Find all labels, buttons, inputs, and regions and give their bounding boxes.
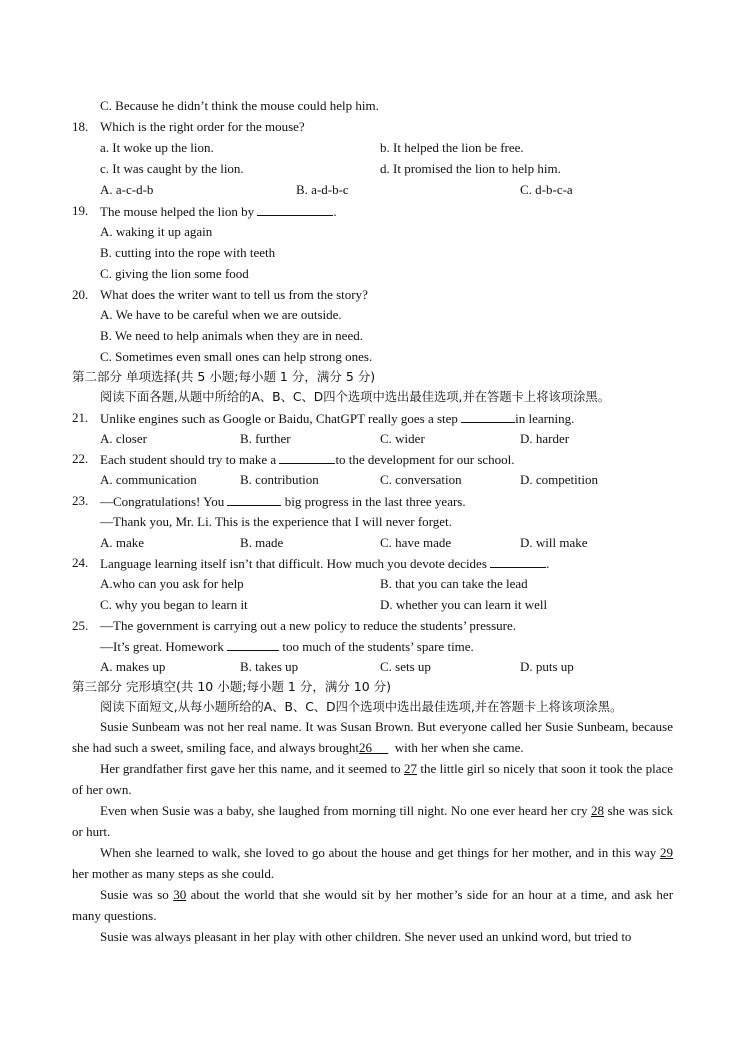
q20-number: 20. [72, 287, 89, 302]
q18-number: 18. [72, 119, 89, 134]
q25-option-b: B. takes up [240, 659, 299, 674]
passage-paragraph-2 [72, 758, 673, 800]
q22-option-d: D. competition [520, 472, 598, 487]
q19-answer-blank [257, 203, 333, 216]
q23-option-d: D. will make [520, 535, 588, 550]
passage-paragraph-1 [72, 716, 673, 758]
q18-item-d: d. It promised the lion to help him. [380, 161, 561, 176]
cloze-blank-29: 29 [660, 845, 674, 860]
q25-line2-start: —It’s great. Homework [100, 639, 224, 654]
passage-p5-start: Susie was so [100, 887, 169, 902]
passage-paragraph-4 [72, 842, 673, 884]
passage-p5-end: about the world that she would sit by her mother’s side for an hour at a time, and ask her many questions. [72, 887, 674, 923]
q25-option-a: A. makes up [100, 659, 166, 674]
passage-p3-end: she was sick or hurt. [72, 803, 673, 839]
q23-stem [100, 493, 466, 510]
passage-p4-end: her mother as many steps as she could. [72, 866, 275, 881]
q23-number: 23. [72, 493, 89, 508]
q21-stem-start: Unlike engines such as Google or Baidu, ChatGPT really goes a step [100, 411, 458, 426]
q19-option-a: A. waking it up again [100, 224, 213, 239]
q17-option-c: C. Because he didn’t think the mouse could help him. [100, 98, 379, 113]
q20-option-c: C. Sometimes even small ones can help strong ones. [100, 349, 373, 364]
passage-p3-start: Even when Susie was a baby, she laughed from morning till night. No one ever heard her cry [100, 803, 588, 818]
q19-number: 19. [72, 203, 89, 218]
q21-option-d: D. harder [520, 431, 570, 446]
q24-option-a: A.who can you ask for help [100, 576, 244, 591]
q21-option-b: B. further [240, 431, 291, 446]
cloze-blank-27: 27 [404, 761, 417, 776]
q25-line1: —The government is carrying out a new policy to reduce the students’ pressure. [100, 618, 516, 633]
q22-option-b: B. contribution [240, 472, 319, 487]
passage-paragraph-5 [72, 884, 673, 926]
q25-number: 25. [72, 618, 89, 633]
q21-option-c: C. wider [380, 431, 425, 446]
q18-item-c: c. It was caught by the lion. [100, 161, 244, 176]
q21-answer-blank [461, 410, 515, 423]
q19-option-b: B. cutting into the rope with teeth [100, 245, 276, 260]
passage-p4-start: When she learned to walk, she loved to go about the house and get things for her mother, and in this way [100, 845, 657, 860]
q21-option-a: A. closer [100, 431, 147, 446]
q23-reply: —Thank you, Mr. Li. This is the experience that I will never forget. [100, 514, 452, 529]
q18-option-b: B. a-d-b-c [296, 182, 349, 197]
q24-stem [100, 555, 549, 572]
passage-p2-end: the little girl so nicely that soon it took the place of her own. [72, 761, 674, 797]
q23-stem-start: —Congratulations! You [100, 494, 225, 509]
part2-heading: 第二部分 单项选择(共 5 小题;每小题 1 分，满分 5 分) [72, 369, 376, 384]
passage-p1-end: with her when she came. [394, 740, 524, 755]
passage-p2-start: Her grandfather first gave her this name, and it seemed to [100, 761, 401, 776]
q19-stem-line: The mouse helped the lion by . [100, 204, 337, 219]
q24-answer-blank [490, 555, 546, 568]
q25-option-d: D. puts up [520, 659, 574, 674]
q25-answer-blank [227, 638, 279, 651]
q24-option-d: D. whether you can learn it well [380, 597, 548, 612]
part3-heading: 第三部分 完形填空(共 10 小题;每小题 1 分，满分 10 分) [72, 679, 392, 694]
q22-stem-start: Each student should try to make a [100, 452, 277, 467]
part2-instruction: 阅读下面各题,从题中所给的A、B、C、D四个选项中选出最佳选项,并在答题卡上将该项涂黑。 [100, 390, 611, 404]
q19-stem: The mouse helped the lion by [100, 204, 255, 219]
q19-option-c: C. giving the lion some food [100, 266, 249, 281]
cloze-blank-26: 26 [359, 740, 373, 755]
q25-line2 [100, 638, 474, 655]
q21-number: 21. [72, 410, 89, 425]
q24-stem-end: . [546, 556, 550, 571]
q24-option-c: C. why you began to learn it [100, 597, 248, 612]
cloze-blank-30: 30 [173, 887, 187, 902]
q18-option-c: C. d-b-c-a [520, 182, 573, 197]
q20-stem: What does the writer want to tell us from the story? [100, 287, 368, 302]
q24-number: 24. [72, 555, 89, 570]
q23-option-a: A. make [100, 535, 145, 550]
q21-stem-end: in learning. [515, 411, 575, 426]
q25-option-c: C. sets up [380, 659, 431, 674]
q24-stem-start: Language learning itself isn’t that difficult. How much you devote decides [100, 556, 487, 571]
q23-option-b: B. made [240, 535, 284, 550]
q23-stem-end: big progress in the last three years. [284, 494, 466, 509]
q22-answer-blank [279, 451, 335, 464]
q23-answer-blank [227, 493, 281, 506]
q25-line2-end: too much of the students’ spare time. [282, 639, 474, 654]
passage-p1-text: Susie Sunbeam was not her real name. It was Susan Brown. But everyone called her Susie Sunbeam, because she had such a sweet, smiling face, and always brought [72, 719, 673, 755]
q22-number: 22. [72, 451, 89, 466]
q23-option-c: C. have made [380, 535, 452, 550]
q18-stem: Which is the right order for the mouse? [100, 119, 305, 134]
q22-stem-end: to the development for our school. [335, 452, 515, 467]
q22-stem [100, 451, 515, 468]
q20-option-b: B. We need to help animals when they are in need. [100, 328, 363, 343]
q21-stem [100, 410, 574, 427]
passage-paragraph-6 [72, 926, 673, 947]
cloze-blank-28: 28 [591, 803, 604, 818]
part3-instruction: 阅读下面短文,从每小题所给的A、B、C、D四个选项中选出最佳选项,并在答题卡上将该项涂黑。 [100, 700, 623, 714]
q22-option-a: A. communication [100, 472, 197, 487]
q18-item-a: a. It woke up the lion. [100, 140, 214, 155]
q20-option-a: A. We have to be careful when we are outside. [100, 307, 342, 322]
q22-option-c: C. conversation [380, 472, 462, 487]
q18-option-a: A. a-c-d-b [100, 182, 154, 197]
passage-p6-text: Susie was always pleasant in her play with other children. She never used an unkind word, but tried to [100, 929, 632, 944]
q24-option-b: B. that you can take the lead [380, 576, 528, 591]
passage-paragraph-3 [72, 800, 673, 842]
q18-item-b: b. It helped the lion be free. [380, 140, 524, 155]
